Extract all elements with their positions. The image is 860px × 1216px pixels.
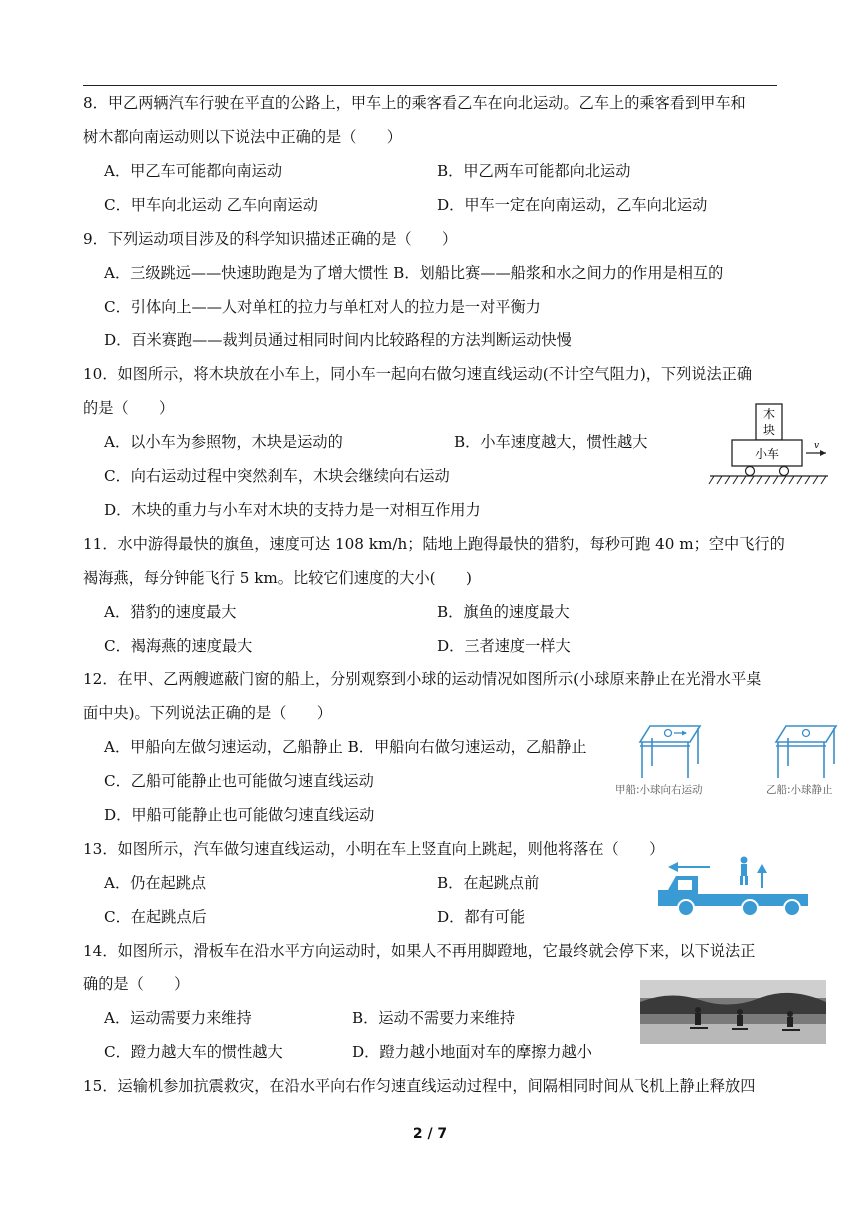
q11-stem-2: 褐海燕，每分钟能飞行 5 km。比较它们速度的大小( ) <box>83 569 472 587</box>
q10-figure-cart <box>706 400 832 490</box>
ball-right <box>803 730 810 737</box>
truck-direction-arrowhead <box>668 862 678 872</box>
ground-hatch <box>709 476 826 484</box>
q11-option-d[interactable]: D．三者速度一样大 <box>437 637 571 655</box>
velocity-label: v <box>814 441 820 451</box>
header-rule <box>83 85 777 86</box>
photo-road <box>640 1024 826 1044</box>
truck-window <box>678 880 692 890</box>
q10-option-c[interactable]: C．向右运动过程中突然刹车，木块会继续向右运动 <box>104 467 450 485</box>
q13-figure-truck <box>650 854 815 922</box>
block-label-2: 块 <box>762 423 776 437</box>
q8-option-d[interactable]: D．甲车一定在向南运动，乙车向北运动 <box>437 196 708 214</box>
q10-option-d[interactable]: D．木块的重力与小车对木块的支持力是一对相互作用力 <box>104 501 481 519</box>
q14-figure-scooter-photo <box>640 980 826 1044</box>
q14-option-b[interactable]: B．运动不需要力来维持 <box>352 1009 516 1027</box>
q11-option-b[interactable]: B．旗鱼的速度最大 <box>437 603 570 621</box>
jump-arrowhead <box>757 864 767 873</box>
figure-right-caption: 乙船:小球静止 <box>766 784 833 796</box>
q12-option-ab[interactable]: A．甲船向左做匀速运动，乙船静止 B．甲船向右做匀速运动，乙船静止 <box>104 738 587 756</box>
q12-stem-2: 面中央)。下列说法正确的是（ ） <box>83 704 332 722</box>
q8-option-a[interactable]: A．甲乙车可能都向南运动 <box>104 162 283 180</box>
q10-stem-2: 的是（ ） <box>83 399 175 417</box>
q10-option-a[interactable]: A．以小车为参照物，木块是运动的 <box>104 433 343 451</box>
ball-left <box>665 730 672 737</box>
q13-option-d[interactable]: D．都有可能 <box>437 908 526 926</box>
q9-option-d[interactable]: D．百米赛跑——裁判员通过相同时间内比较路程的方法判断运动快慢 <box>104 331 572 349</box>
block-label-1: 木 <box>762 407 776 421</box>
q15-stem: 15．运输机参加抗震救灾，在沿水平向右作匀速直线运动过程中，间隔相同时间从飞机上静止释放四 <box>83 1077 756 1095</box>
q14-stem-1: 14．如图所示，滑板车在沿水平方向运动时，如果人不再用脚蹬地，它最终就会停下来，以下说法正 <box>83 942 756 960</box>
q9-option-ab[interactable]: A．三级跳远——快速助跑是为了增大惯性 B．划船比赛——船浆和水之间力的作用是相互的 <box>104 264 724 282</box>
truck-wheel-rear <box>784 900 800 916</box>
jumping-person <box>740 857 748 886</box>
q11-option-c[interactable]: C．褐海燕的速度最大 <box>104 637 253 655</box>
q8-stem-1: 8．甲乙两辆汽车行驶在平直的公路上，甲车上的乘客看乙车在向北运动。乙车上的乘客看到甲车和 <box>83 94 746 112</box>
q13-stem: 13．如图所示，汽车做匀速直线运动，小明在车上竖直向上跳起，则他将落在（ ） <box>83 840 665 858</box>
q13-option-b[interactable]: B．在起跳点前 <box>437 874 540 892</box>
q10-stem-1: 10．如图所示，将木块放在小车上，同小车一起向右做匀速直线运动(不计空气阻力)，下列说法正确 <box>83 365 753 383</box>
q12-stem-1: 12．在甲、乙两艘遮蔽门窗的船上，分别观察到小球的运动情况如图所示(小球原来静止在光滑水平桌 <box>83 670 762 688</box>
page-number: 2 / 7 <box>412 1126 448 1142</box>
q8-option-b[interactable]: B．甲乙两车可能都向北运动 <box>437 162 631 180</box>
velocity-arrowhead <box>820 450 826 456</box>
q14-stem-2: 确的是（ ） <box>83 975 190 993</box>
q8-option-c[interactable]: C．甲车向北运动 乙车向南运动 <box>104 196 318 214</box>
cart-label: 小车 <box>754 447 780 461</box>
q12-option-d[interactable]: D．甲船可能静止也可能做匀速直线运动 <box>104 806 375 824</box>
q13-option-c[interactable]: C．在起跳点后 <box>104 908 207 926</box>
truck-wheel-mid <box>742 900 758 916</box>
figure-left-caption: 甲船:小球向右运动 <box>615 784 703 796</box>
q12-figure-tables <box>610 716 850 800</box>
q14-option-a[interactable]: A．运动需要力来维持 <box>104 1009 252 1027</box>
q8-stem-2: 树木都向南运动则以下说法中正确的是（ ） <box>83 128 402 146</box>
q10-option-b[interactable]: B．小车速度越大，惯性越大 <box>454 433 648 451</box>
wheel-right <box>780 467 789 476</box>
q14-option-c[interactable]: C．蹬力越大车的惯性越大 <box>104 1043 283 1061</box>
q13-option-a[interactable]: A．仍在起跳点 <box>104 874 207 892</box>
q12-option-c[interactable]: C．乙船可能静止也可能做匀速直线运动 <box>104 772 374 790</box>
q9-stem: 9．下列运动项目涉及的科学知识描述正确的是（ ） <box>83 230 458 248</box>
q11-option-a[interactable]: A．猎豹的速度最大 <box>104 603 237 621</box>
truck-wheel-front <box>678 900 694 916</box>
q14-option-d[interactable]: D．蹬力越小地面对车的摩擦力越小 <box>352 1043 592 1061</box>
q11-stem-1: 11．水中游得最快的旗鱼，速度可达 108 km/h；陆地上跑得最快的猎豹，每秒可跑 40 m；空中飞行的 <box>83 535 785 553</box>
q9-option-c[interactable]: C．引体向上——人对单杠的拉力与单杠对人的拉力是一对平衡力 <box>104 298 541 316</box>
wheel-left <box>746 467 755 476</box>
